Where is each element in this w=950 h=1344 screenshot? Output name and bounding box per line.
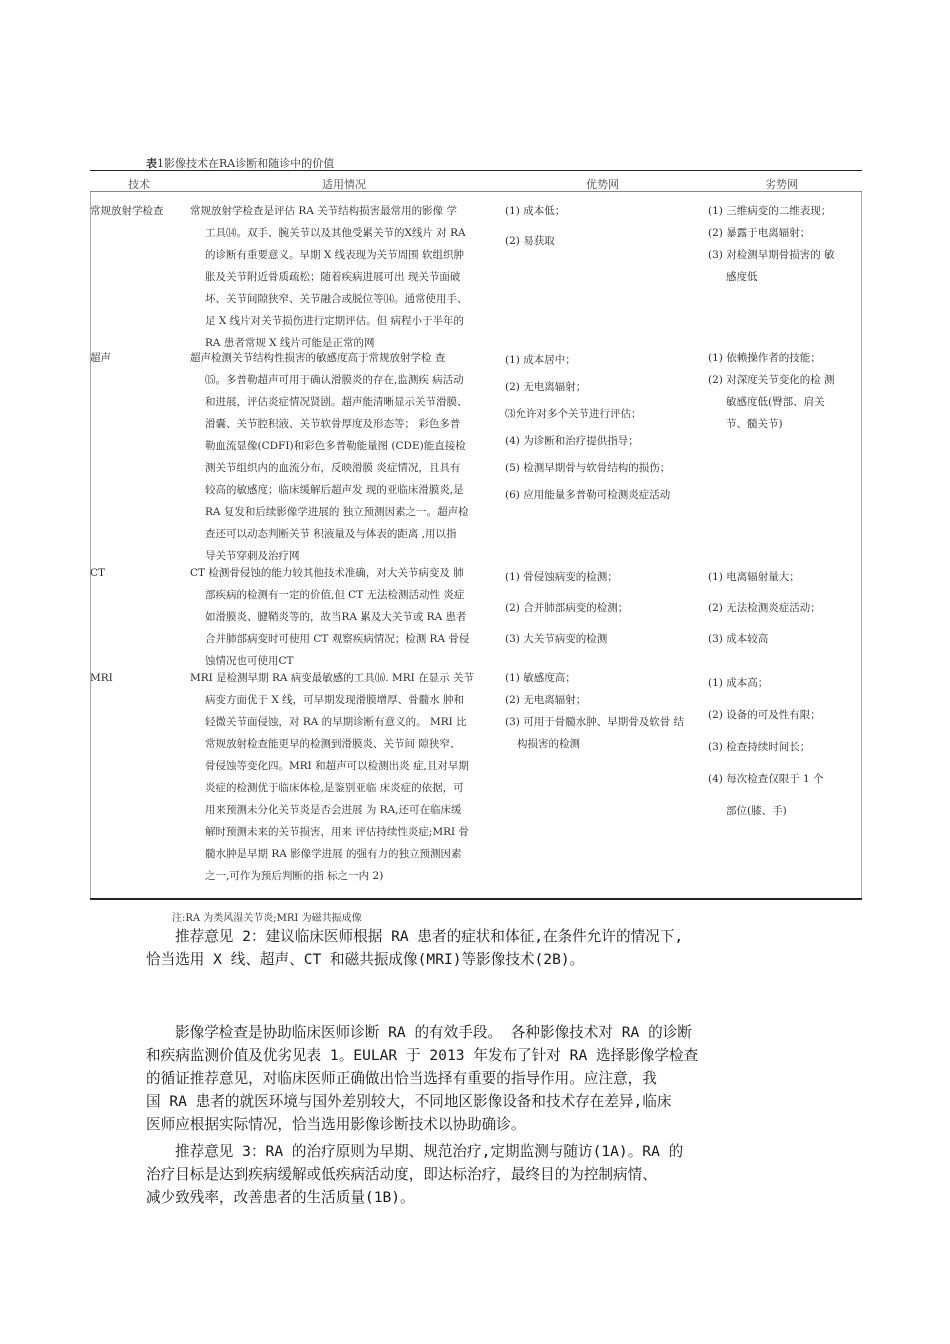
table-top-rule [90,170,862,171]
usage-line: 和进展，评估炎症情况贤剧。超声能清晰显示关节滑膜、 [205,396,468,408]
table-cell-pros [505,200,715,252]
usage-line: 勒血流显像(CDFI)和彩色多普勒能量图 (CDE)能直接检 [205,440,466,452]
table-cell-tech: CT [90,567,106,579]
paragraph-line: 国 RA 患者的就医环境与国外差别较大，不同地区影像设备和技术存在差异,临床 [146,1093,672,1110]
usage-line: 常规放射检查能更早的检测到滑膜炎、关节间 隙狭窄、 [205,738,461,750]
table-cell-pros [505,347,715,509]
table-cell-pros [505,667,715,755]
usage-line: 炎症的检测优于临床体检,是鉴别亚临 床炎症的依据，可 [205,782,464,794]
cons-line: (1) 电离辐射量大； [708,571,800,583]
table-cell-pros [505,562,715,655]
cons-line: 感度低 [726,271,758,283]
usage-line: ⒂。多普勒超声可用于确认滑膜炎的存在,监测疾 病活动 [205,374,464,386]
usage-line: 胀及关节附近骨质疏松；随着疾病进展可出 现关节面破 [205,271,461,283]
header-cons: 劣势网 [765,179,798,191]
paragraph-line: 医师应根据实际情况，恰当选用影像诊断技术以协助确诊。 [146,1116,526,1133]
paragraph-line: 推荐意见 2：建议临床医师根据 RA 患者的症状和体征,在条件允许的情况下, [175,928,684,945]
table-bottom-rule [90,898,862,900]
cons-line: (3) 成本较高 [708,633,769,645]
usage-line: 用来预测未分化关节炎是否会进展 为 RA,还可在临床缓 [205,804,462,816]
pros-line: (1) 成本低； [505,205,566,217]
usage-line: 常规放射学检查是评估 RA 关节结构损害最常用的影像 学 [190,205,458,217]
usage-line: RA 复发和后续影像学进展的 独立预测因素之一。超声检 [205,506,469,518]
table-cell-tech: 常规放射学检查 [90,205,164,217]
table-caption: 表1影像技术在RA诊断和随诊中的价值 [146,157,335,170]
cons-line: (1) 依赖操作者的技能； [708,352,821,364]
usage-line: CT 检测骨侵蚀的能力较其他技术准确，对大关节病变及 肺 [190,567,464,579]
paragraph-line: 和疾病监测价值及优劣见表 1。EULAR 于 2013 年发布了针对 RA 选择影像学检查 [146,1047,699,1064]
table-cell-usage [190,562,520,672]
usage-line: 病变方面优于 X 线，可早期发现滑膜增厚、骨髓水 肿和 [205,694,464,706]
table-cell-cons [708,347,858,435]
pros-line: (6) 应用能量多普勒可检测炎症活动 [505,489,671,501]
usage-line: 髓水肿是早期 RA 影像学进展 的强有力的独立预测因素 [205,848,462,860]
usage-line: 足 X 线片对关节损伤进行定期评估。但 病程小于半年的 [205,315,464,327]
paragraph [146,1140,826,1209]
paragraph-line: 推荐意见 3：RA 的治疗原则为早期、规范治疗,定期监测与随访(1A)。RA 的 [175,1143,684,1160]
usage-line: 较高的敏感度；临床缓解后超声发 现的亚临床滑膜炎,是 [205,484,464,496]
paragraph-line: 恰当选用 X 线、超声、CT 和磁共振成像(MRI)等影像技术(2B)。 [146,951,585,968]
paragraph-line: 的循证推荐意见，对临床医师正确做出恰当选择有重要的指导作用。应注意，我 [146,1070,657,1087]
table-cell-usage [190,200,520,354]
usage-line: 测关节组织内的血流分布，反映滑膜 炎症情况，且具有 [205,462,461,474]
usage-line: 蚀情况也可使用CT [205,655,294,667]
pros-line: (1) 骨侵蚀病变的检测； [505,571,618,583]
table-cell-cons [708,562,858,655]
cons-line: 部位(膝、手) [726,805,787,817]
table-header-rule [90,191,862,192]
usage-line: 部疾病的检测有一定的价值,但 CT 无法检测活动性 炎症 [205,589,465,601]
table-cell-usage [190,347,520,567]
paragraph-line: 减少致残率，改善患者的生活质量(1B)。 [146,1189,415,1206]
cons-line: (3) 对检测早期骨损害的 敏 [708,249,835,261]
cons-line: (2) 无法检测炎症活动； [708,602,821,614]
table-cell-cons [708,667,858,827]
header-usage: 适用情况 [322,179,366,191]
pros-line: (1) 敏感度高； [505,672,576,684]
pros-line: (2) 无电离辐射； [505,381,587,393]
cons-line: 敏感度低(臀部、肩关 [726,396,825,408]
paragraph-line: 治疗目标是达到疾病缓解或低疾病活动度，即达标治疗，最终目的为控制病情、 [146,1166,657,1183]
paragraph [146,1021,826,1136]
cons-line: (4) 每次检查仅限于 1 个 [708,773,824,785]
header-tech: 技术 [128,179,150,191]
pros-line: (3) 可用于骨髓水肿、早期骨及软骨 结 [505,716,685,728]
table-cell-tech: MRI [90,672,113,684]
usage-line: 超声检测关节结构性损害的敏感度高于常规放射学检 查 [190,352,446,364]
pros-line: 构损害的检测 [517,738,580,750]
usage-line: 之一,可作为预后判断的指 标之一内 2) [205,870,384,882]
pros-line: (2) 无电离辐射； [505,694,587,706]
cons-line: (2) 暴露于电离辐射； [708,227,811,239]
usage-line: 骨侵蚀等变化四。MRI 和超声可以检测出炎 症,且对早期 [205,760,469,772]
paragraph [146,925,826,971]
header-pros: 优势网 [586,179,619,191]
usage-line: 如滑膜炎、腱鞘炎等的，故当RA 累及大关节或 RA 患者 [205,611,467,623]
table-cell-cons [708,200,858,288]
table-note: 注:RA 为类风湿关节炎;MRI 为磁共振成像 [172,913,362,924]
usage-line: 滑囊、关节腔积液、关节软骨厚度及形态等； 彩色多普 [205,418,461,430]
table-left-border [90,192,91,898]
usage-line: 工具⒁。双手、腕关节以及其他受累关节的X线片 对 RA [205,227,466,239]
pros-line: (2) 易获取 [505,235,555,247]
paragraph-line: 影像学检查是协助临床医师诊断 RA 的有效手段。 各种影像技术对 RA 的诊断 [175,1024,692,1041]
pros-line: (4) 为诊断和治疗提供指导； [505,435,639,447]
pros-line: (5) 检测早期骨与软骨结构的损伤； [505,462,671,474]
pros-line: ⑶允许对多个关节进行评估； [505,408,642,420]
cons-line: (1) 成本高； [708,677,769,689]
usage-line: 解时预测未来的关节损害，用来 评估持续性炎症;MRI 骨 [205,826,470,838]
usage-line: 合并肺部病变时可使用 CT 观察疾病情况；检测 RA 骨侵 [205,633,470,645]
cons-line: (1) 三维病变的二维表现； [708,205,832,217]
table-cell-usage [190,667,520,887]
usage-line: 的诊断有重要意义。早期 X 线表现为关节周围 软组织肿 [205,249,464,261]
cons-line: (2) 对深度关节变化的检 测 [708,374,835,386]
cons-line: 节、髓关节) [726,418,783,430]
pros-line: (2) 合并肺部病变的检测； [505,602,629,614]
cons-line: (3) 检查持续时间长； [708,741,811,753]
table-cell-tech: 超声 [90,352,111,364]
usage-line: RA 患者常规 X 线片可能是正常的网 [205,337,375,349]
pros-line: (3) 大关节病变的检测 [505,633,608,645]
usage-line: 导关节穿刺及治疗网 [205,550,300,562]
usage-line: 查还可以动态判断关节 积液量及与体表的距离 ,用以指 [205,528,457,540]
cons-line: (2) 设备的可及性有限； [708,709,821,721]
usage-line: 坏、关节间隙狭窄、关节融合或脱位等⒁。通常使用手、 [205,293,468,305]
usage-line: 轻微关节面侵蚀，对 RA 的早期诊断有意义的。 MRI 比 [205,716,467,728]
usage-line: MRI 是检测早期 RA 病变最敏感的工具⒃. MRI 在显示 关节 [190,672,474,684]
pros-line: (1) 成本居中； [505,354,576,366]
table-right-border [861,192,862,898]
